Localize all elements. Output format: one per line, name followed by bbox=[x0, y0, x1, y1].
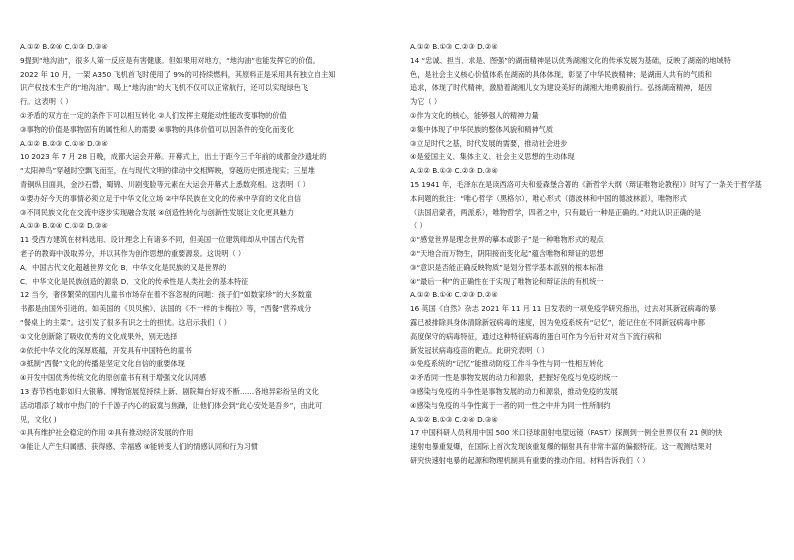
text-line: “餐桌上的主菜”。这引发了很多有识之士的担忧。这启示我们（ ） bbox=[20, 317, 231, 327]
text-line: 追求，体现了时代精神，激励着湖湘儿女为建设美好的湖湘大地勇毅前行。弘扬湖南精神，是因 bbox=[410, 83, 712, 93]
text-line: A.①② B.①③ C.②④ D.③④ bbox=[410, 414, 498, 424]
text-line: 研究快速射电暴的起源和物理机制具有重要的推动作用。材料告诉我们（ ） bbox=[410, 455, 650, 465]
text-line: “太阳神鸟”穿越时空飘飞而至，在与现代文明的律动中交相辉映，穿越历史照进现实；三星堆 bbox=[20, 166, 315, 176]
right-column bbox=[410, 40, 776, 468]
text-line: 本问题的批注：“唯心哲学（黑格尔），唯心形式（德波林和中国的德波林派），唯物形式 bbox=[410, 193, 687, 203]
text-line: 12 当今，奢侈繁荣的国内儿童书市场存在着不容忽视的问题：孩子们“如数家珍”的大多数童 bbox=[20, 290, 313, 300]
text-line: ④“最后一种”的正确性在于实现了唯物论和辩证法的有机统一 bbox=[410, 276, 604, 286]
text-line: 露已被排除具身体清除新冠病毒的速度，因为免疫系统有“记忆”，能记住在不同新冠病毒中都 bbox=[410, 317, 705, 327]
text-line: ②“天地合而万物生，阴阳接而变化起”蕴含唯物和辩证的思想 bbox=[410, 248, 604, 258]
left-column bbox=[20, 40, 386, 454]
text-line: ④感染与免疫的斗争性寓于一者的同一性之中并为同一性所制约 bbox=[410, 400, 611, 410]
text-line: A.①③ B.②④ C.①② D.③④ bbox=[20, 221, 108, 231]
text-line: ②集中体现了中华民族的整体风貌和精神气质 bbox=[410, 124, 554, 134]
text-line: 15 1941 年，毛泽东在是读西洛可夫和爱森堡合著的《新哲学大纲（辩证唯物论教程）》时写了一条关于哲学基 bbox=[410, 179, 762, 189]
text-line: ①具有维护社会稳定的作用 ②具有推动经济发展的作用 bbox=[20, 428, 194, 438]
text-line: 书都是由国外引进的。如美国的《贝贝熊》、法国的《不一样的卡梅拉》等，“西餐”营养成分 bbox=[20, 304, 312, 314]
text-line: ③“意识是否能正确反映物质”是划分哲学基本派别的根本标准 bbox=[410, 262, 604, 272]
text-line: 为它（ ） bbox=[410, 97, 442, 107]
text-line: A.①② B.②④ C.①③ D.③④ bbox=[20, 42, 108, 51]
text-line: C．中华文化是民族创造的源泉 D．文化的传承性是人类社会的基本特征 bbox=[20, 276, 249, 286]
text-line: 见，文化( ) bbox=[20, 414, 57, 424]
text-line: A.①② B.①③ C.②③ D.②④ bbox=[410, 42, 498, 51]
text-line: ④是爱国主义、集体主义、社会主义思想的生动体现 bbox=[410, 152, 575, 162]
text-line: 11 受西方建筑在材料选用、设计理念上有诸多不同，但美国一位建筑师却从中国古代先哲 bbox=[20, 235, 305, 245]
text-line: 16 英国《自然》杂志 2021 年 11 月 11 日发表的一项免疫学研究指出，过去对其新冠病毒的暴 bbox=[410, 304, 717, 314]
text-line: 9提到“地沟油”，很多人第一反应是有害健康。但如果用对地方，“地沟油”也能发挥它的价值。 bbox=[20, 55, 320, 65]
text-line: A.①② B.②③ C.①④ D.③④ bbox=[20, 138, 108, 148]
text-line: ①“感觉世界是理念世界的摹本或影子”是一种唯物形式的观点 bbox=[410, 235, 604, 245]
text-line: ①作为文化的核心，能够强人的精神力量 bbox=[410, 110, 539, 120]
text-line: 新发冠状病毒疫苗的靶点。此研究表明（ ） bbox=[410, 345, 549, 355]
text-line: ①文化创新除了吸收优秀的文化成果外，别无选择 bbox=[20, 331, 178, 341]
text-line: ③能让人产生归属感、获得感、幸福感 ④能转变人们的情感认同和行为习惯 bbox=[20, 442, 258, 452]
text-line: 高度保守的病毒特征，通过这种特征病毒的蛋白可作为今后针对对当下流行病和 bbox=[410, 331, 662, 341]
text-line: 13 春节档电影如归大银幕、博物馆展览持续上新、剧院舞台好戏不断……各地异彩纷呈的文化 bbox=[20, 386, 319, 396]
text-line: 活动增添了城市中热门的千千游子内心的寂寞与焦躁，让他们体会到“此心安处是吾乡”，由此可 bbox=[20, 400, 323, 410]
text-line: ③立足时代之基，时代发展的需要，推动社会进步 bbox=[410, 138, 568, 148]
text-line: ①免疫系统的“记忆”能推动防疫工作斗争性与同一性相互转化 bbox=[410, 359, 604, 369]
text-line: ④开发中国优秀传统文化的原创童书有利于增强文化认同感 bbox=[20, 373, 207, 383]
text-line: ①矛盾的双方在一定的条件下可以相互转化 ②人们发挥主观能动性能改变事物的价值 bbox=[20, 110, 287, 120]
text-line: A.①② B.①④ C.②③ D.②④ bbox=[410, 290, 498, 300]
text-line: 色，是社会主义核心价值体系在湖南的具体体现，彰显了中华民族精神；是湖南人共有的气质和 bbox=[410, 69, 712, 79]
text-line: ③感染与免疫的斗争性是事物发展的动力和源泉，推动免疫的发展 bbox=[410, 386, 618, 396]
text-line: 17 中国科研人员利用中国 500 米口径球面射电望远镜（FAST）探测到一例全世界仅有 21 例的快 bbox=[410, 428, 723, 438]
text-line: 青铜纵目面具，金沙石磬，蜀锦、川剧变脸等元素在大运会开幕式上悉数亮相。这表明（ ） bbox=[20, 179, 310, 189]
text-line: 老子的教诲中汲取养分，并以其作为创作思想的重要源泉。这说明（ ） bbox=[20, 248, 246, 258]
text-line: 速射电暴重复爆，在国际上首次发现该重复爆的辐射具有非常丰富的偏振特征。这一观测结果对 bbox=[410, 442, 712, 452]
text-line: ③事物的价值是事物固有的属性和人的需要 ④事物的具体价值可以因条件的变化而变化 bbox=[20, 124, 294, 134]
text-line: （法国启蒙者，两派系），唯物哲学，四者之中，只有最后一种是正确的。”对此认识正确的是 bbox=[410, 207, 702, 217]
text-line: 14 “忠诚、担当、求是、图强”的湖南精神是以优秀湖湘文化的传承发展为基础，反映了湖南的地域特 bbox=[410, 55, 731, 65]
text-line: A.①② B.①③ C.②③ D.③④ bbox=[410, 166, 498, 176]
text-line: 行。这表明（ ） bbox=[20, 97, 73, 107]
text-line: ①要办好今天的事情必须立足于中华文化立场 ②中华民族在文化的传承中孕育的文化自信 bbox=[20, 193, 302, 203]
text-line: A．中国古代文化超越世界文化 B．中华文化是民族的又是世界的 bbox=[20, 262, 227, 272]
text-line: 2022 年 10 月，一架 A350 飞机首飞时使用了 9%的可持续燃料，其原料正是采用具有独立自主知 bbox=[20, 69, 336, 79]
text-line: ②矛盾同一性是事物发展的动力和源泉，把握好免疫与免疫的统一 bbox=[410, 373, 618, 383]
text-line: 识产权技术生产的“地沟油”。喝上“地沟油”的大飞机不仅可以正常航行，还可以实现绿色飞 bbox=[20, 83, 309, 93]
text-line: （ ） bbox=[410, 221, 427, 231]
text-line: 10 2023 年 7 月 28 日晚，成都大运会开幕。开幕式上，出土于距今三千年前的成都金沙遗址的 bbox=[20, 152, 327, 162]
text-line: ②依托中华文化的深厚底蕴，开发具有中国特色的童书 bbox=[20, 345, 192, 355]
text-line: ③不同民族文化在交流中逐步实现融合发展 ④创造性转化与创新性发展让文化更具魅力 bbox=[20, 207, 294, 217]
text-line: ③抵制“西餐”文化的传播是坚定文化自信的重要体现 bbox=[20, 359, 185, 369]
